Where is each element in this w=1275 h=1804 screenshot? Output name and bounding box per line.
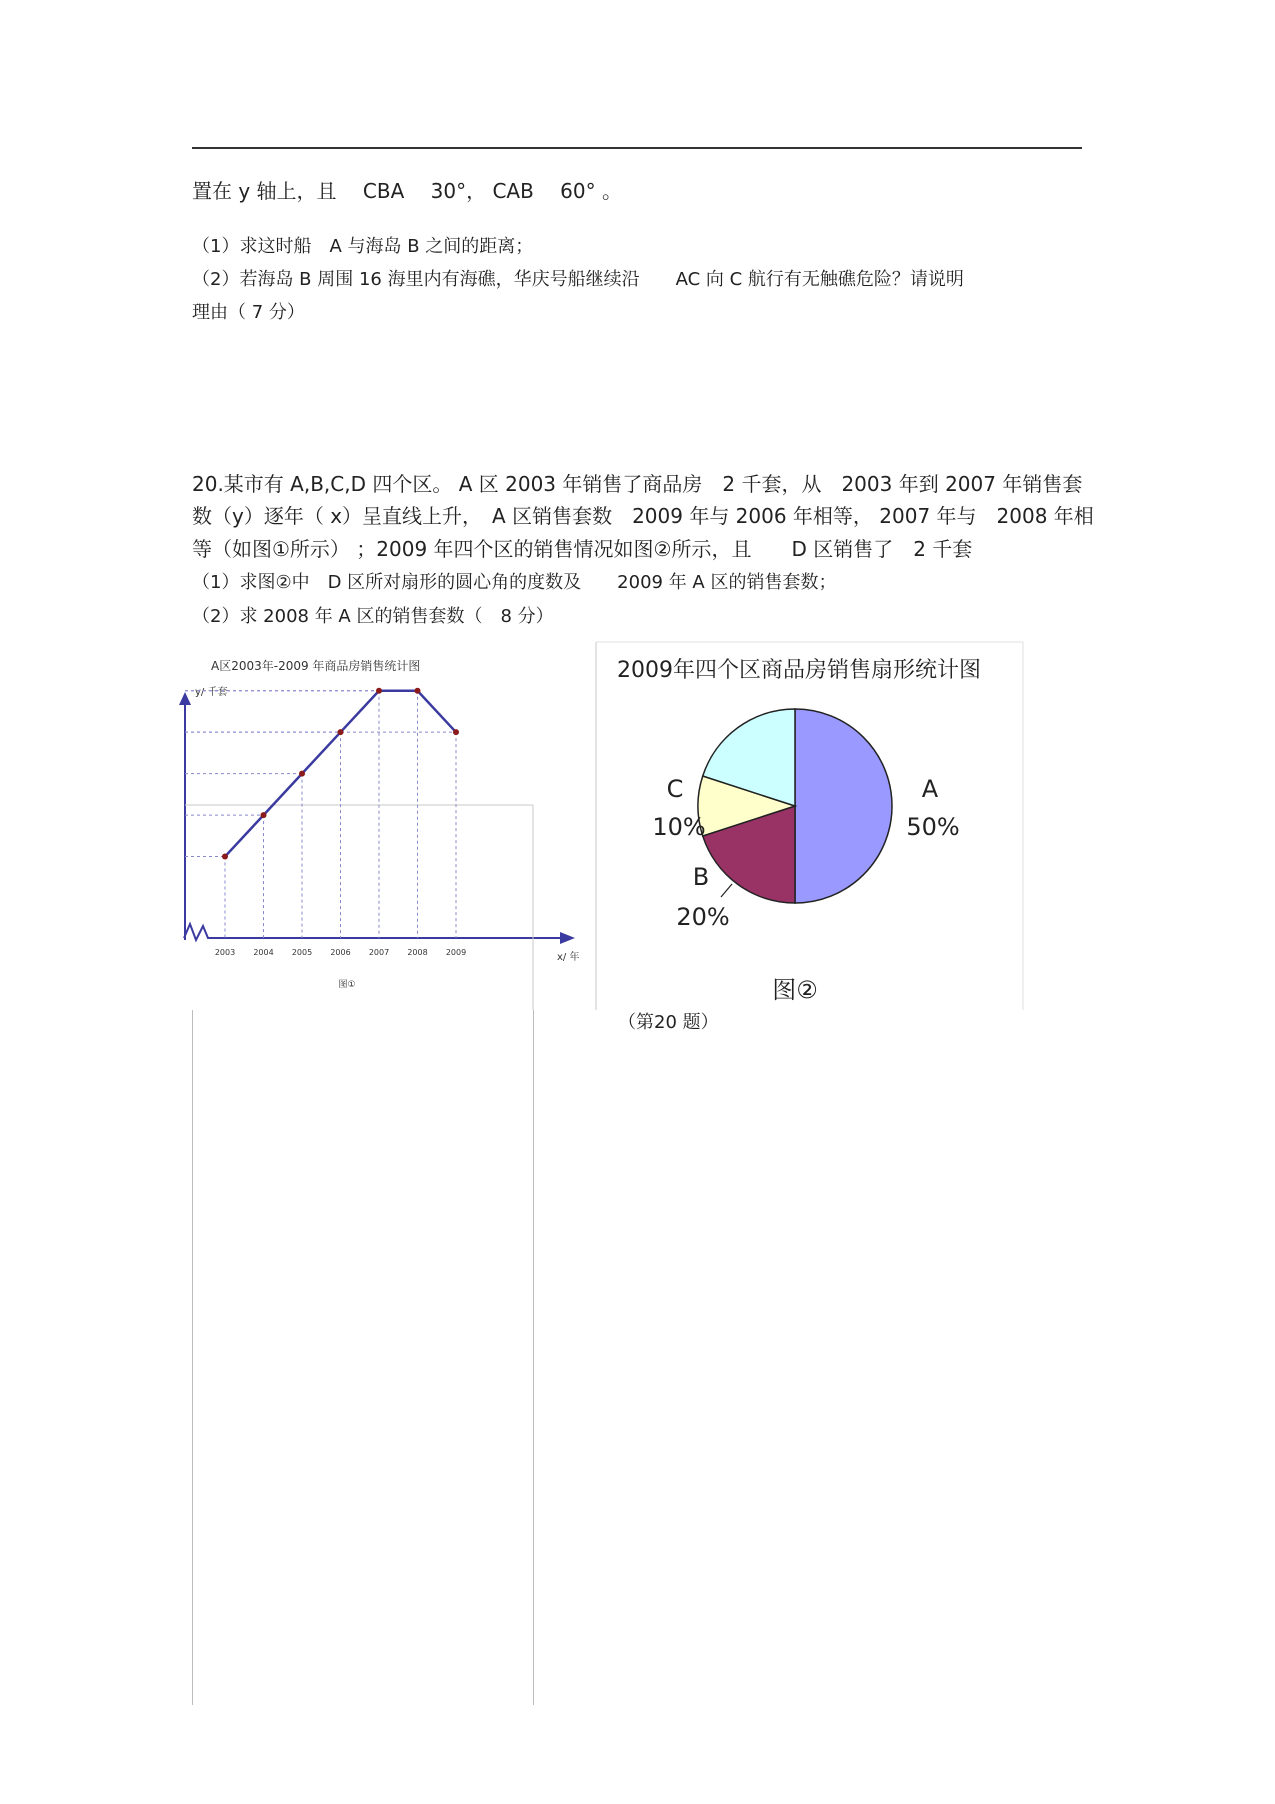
data-point (376, 688, 382, 694)
data-point (453, 729, 459, 735)
frame-line-right (533, 1010, 534, 1705)
problem-20-line2: 数（y）逐年（ x）呈直线上升， A 区销售套数 2009 年与 2006 年相等， 2007 年与 2008 年相 (192, 504, 1094, 528)
prev-question-2-line1: （2）若海岛 B 周围 16 海里内有海礁，华庆号船继续沿 AC 向 C 航行有无触礁危险？请说明 (192, 269, 964, 290)
prev-question-2-line2: 理由（ 7 分） (192, 302, 305, 323)
slice-value-c: 10% (652, 813, 706, 841)
header-rule (192, 147, 1082, 149)
slice-label-b: B (692, 863, 710, 891)
slice-label-a: A (921, 775, 939, 803)
figure-2-label: 图② (772, 976, 818, 1004)
x-axis (184, 924, 570, 940)
pie-chart-title: 2009年四个区商品房销售扇形统计图 (617, 658, 981, 683)
slice-label-c: C (666, 775, 684, 803)
line-chart (175, 650, 580, 1010)
x-axis-label: x/ 年 (557, 952, 580, 963)
data-point (338, 729, 344, 735)
x-tick-label: 2004 (253, 948, 274, 957)
data-point (299, 771, 305, 777)
pie-slice-a (795, 709, 892, 903)
line-chart-title: A区2003年-2009 年商品房销售统计图 (211, 659, 421, 673)
figure-1-label: 图① (338, 980, 356, 990)
problem-20-question-1: （1）求图②中 D 区所对扇形的圆心角的度数及 2009 年 A 区的销售套数； (192, 572, 837, 593)
x-tick-label: 2009 (445, 948, 467, 957)
prev-problem-line: 置在 y 轴上，且 CBA 30°， CAB 60° 。 (192, 179, 622, 203)
x-axis-arrow (560, 932, 575, 944)
y-axis-arrow (179, 692, 191, 705)
pie-chart (595, 640, 1025, 1010)
slice-value-a: 50% (906, 813, 960, 841)
data-point (222, 854, 228, 860)
problem-20-question-2: （2）求 2008 年 A 区的销售套数（ 8 分） (192, 606, 554, 627)
problem-20-line1: 20.某市有 A,B,C,D 四个区。 A 区 2003 年销售了商品房 2 千套，从 2003 年到 2007 年销售套 (192, 472, 1083, 496)
x-tick-label: 2008 (407, 948, 428, 957)
problem-20-line3: 等（如图①所示） ；2009 年四个区的销售情况如图②所示，且 D 区销售了 2 千套 (192, 537, 973, 561)
slice-value-b: 20% (676, 903, 730, 931)
figure-caption: （第20 题） (618, 1012, 719, 1033)
data-point (261, 812, 267, 818)
prev-question-1: （1）求这时船 A 与海岛 B 之间的距离； (192, 236, 534, 257)
x-tick-label: 2005 (291, 948, 313, 957)
slice-b-leader (721, 884, 732, 897)
y-axis-label: y/ 千套 (195, 687, 228, 698)
x-tick-label: 2007 (368, 948, 390, 957)
frame-line-left (192, 1010, 193, 1705)
data-point (415, 688, 421, 694)
x-tick-label: 2003 (214, 948, 236, 957)
x-tick-label: 2006 (330, 948, 351, 957)
